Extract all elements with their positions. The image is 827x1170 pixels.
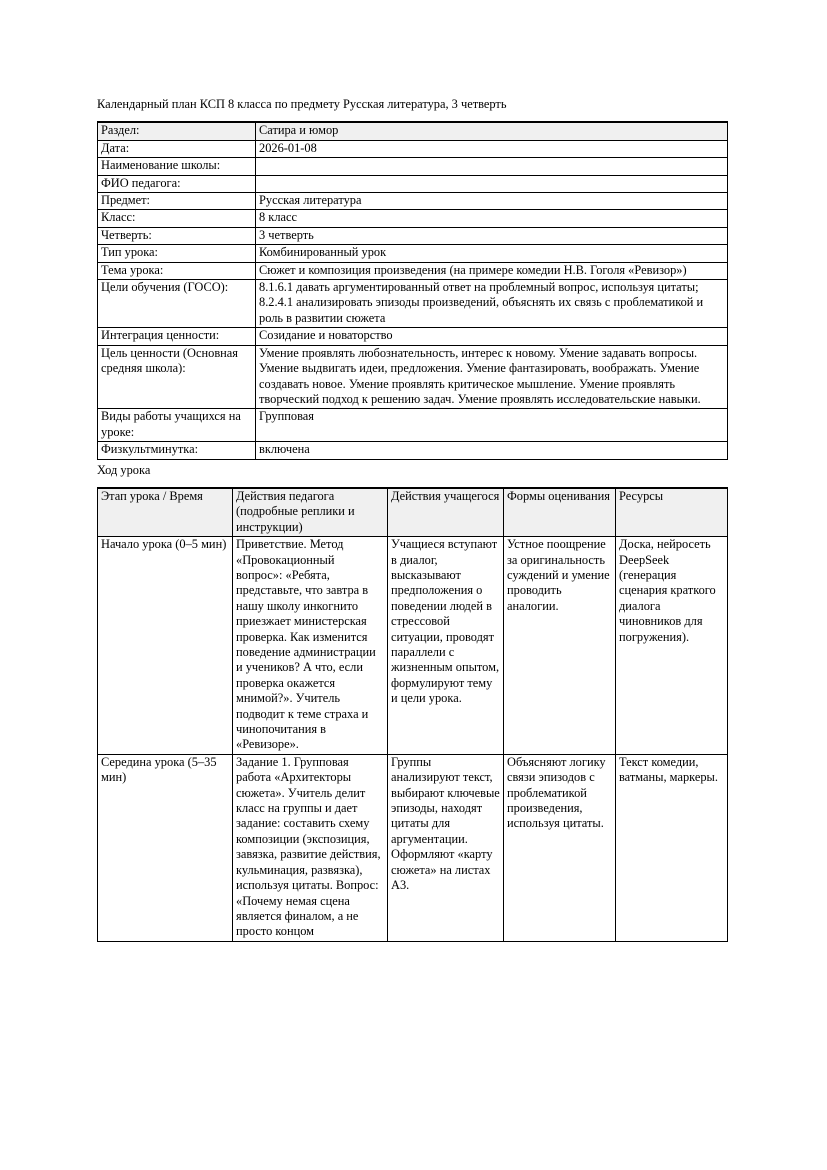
info-value-subject: Русская литература: [256, 193, 728, 210]
info-value-data: 2026-01-08: [256, 140, 728, 157]
info-value-goals: 8.1.6.1 давать аргументированный ответ на проблемный вопрос, используя цитаты; 8.2.4.1 анализировать эпизоды произведений, объяснять их связь с проблематикой и роль в развитии сюжета: [256, 280, 728, 328]
info-value-razdel: Сатира и юмор: [256, 122, 728, 140]
lesson-info-table: [97, 121, 728, 459]
info-label-lesson-topic: Тема урока:: [98, 262, 256, 279]
table-row: [98, 345, 728, 409]
col-header-stage-time: Этап урока / Время: [98, 488, 233, 537]
cell-resources-start: Доска, нейросеть DeepSeek (генерация сценария краткого диалога чиновников для погружения).: [616, 537, 728, 755]
info-value-school: [256, 158, 728, 175]
cell-teacher-actions-start: Приветствие. Метод «Провокационный вопрос»: «Ребята, представьте, что завтра в нашу школу инкогнито приезжает министерская проверка. Как изменится поведение администрации и учеников? А что, если проверка окажется мнимой?». Учитель подводит к теме страха и чинопочитания в «Ревизоре».: [233, 537, 388, 755]
col-header-assessment: Формы оценивания: [504, 488, 616, 537]
table-row: [98, 122, 728, 140]
document-title: Календарный план КСП 8 класса по предмету Русская литература, 3 четверть: [97, 97, 507, 111]
col-header-teacher-actions: Действия педагога (подробные реплики и инструкции): [233, 488, 388, 537]
cell-resources-middle: Текст комедии, ватманы, маркеры.: [616, 754, 728, 941]
table-row: [98, 409, 728, 442]
info-value-teacher-name: [256, 175, 728, 192]
info-value-values-integration: Созидание и новаторство: [256, 328, 728, 345]
info-label-subject: Предмет:: [98, 193, 256, 210]
cell-stage-start: Начало урока (0–5 мин): [98, 537, 233, 755]
table-row: [98, 227, 728, 244]
cell-stage-middle: Середина урока (5–35 мин): [98, 754, 233, 941]
table-row: [98, 140, 728, 157]
info-label-values-goal: Цель ценности (Основная средняя школа):: [98, 345, 256, 409]
info-value-phys-minute: включена: [256, 442, 728, 459]
table-row: [98, 262, 728, 279]
table-row: [98, 537, 728, 755]
info-label-work-types: Виды работы учащихся на уроке:: [98, 409, 256, 442]
table-header-row: [98, 488, 728, 537]
info-label-class: Класс:: [98, 210, 256, 227]
col-header-student-actions: Действия учащегося: [388, 488, 504, 537]
col-header-resources: Ресурсы: [616, 488, 728, 537]
info-label-values-integration: Интеграция ценности:: [98, 328, 256, 345]
table-row: [98, 245, 728, 262]
table-row: [98, 175, 728, 192]
info-value-class: 8 класс: [256, 210, 728, 227]
document-content: [97, 97, 727, 942]
table-row: [98, 158, 728, 175]
cell-student-actions-middle: Группы анализируют текст, выбирают ключевые эпизоды, находят цитаты для аргументации. Оформляют «карту сюжета» на листах А3.: [388, 754, 504, 941]
info-label-phys-minute: Физкультминутка:: [98, 442, 256, 459]
info-value-lesson-type: Комбинированный урок: [256, 245, 728, 262]
info-label-quarter: Четверть:: [98, 227, 256, 244]
table-row: [98, 280, 728, 328]
section-heading: Ход урока: [97, 462, 151, 477]
info-value-quarter: 3 четверть: [256, 227, 728, 244]
cell-student-actions-start: Учащиеся вступают в диалог, высказывают предположения о поведении людей в стрессовой ситуации, проводят параллели с жизненным опытом, формулируют тему и цели урока.: [388, 537, 504, 755]
info-value-values-goal: Умение проявлять любознательность, интерес к новому. Умение задавать вопросы. Умение выдвигать идеи, предложения. Умение фантазировать, воображать. Умение создавать новое. Умение проявлять критическое мышление. Умение проявлять творческий подход к решению задач. Умение проявлять исследовательские навыки.: [256, 345, 728, 409]
info-label-lesson-type: Тип урока:: [98, 245, 256, 262]
info-value-work-types: Групповая: [256, 409, 728, 442]
table-row: [98, 328, 728, 345]
info-value-lesson-topic: Сюжет и композиция произведения (на примере комедии Н.В. Гоголя «Ревизор»): [256, 262, 728, 279]
cell-assessment-start: Устное поощрение за оригинальность суждений и умение проводить аналогии.: [504, 537, 616, 755]
info-label-goals: Цели обучения (ГОСО):: [98, 280, 256, 328]
table-row: [98, 754, 728, 941]
info-label-razdel: Раздел:: [98, 122, 256, 140]
info-label-data: Дата:: [98, 140, 256, 157]
info-label-teacher-name: ФИО педагога:: [98, 175, 256, 192]
lesson-flow-table: [97, 487, 728, 942]
table-row: [98, 210, 728, 227]
cell-teacher-actions-middle: Задание 1. Групповая работа «Архитекторы сюжета». Учитель делит класс на группы и дает задание: составить схему композиции (экспозиция, завязка, развитие действия, кульминация, развязка), используя цитаты. Вопрос: «Почему немая сцена является финалом, а не просто концом: [233, 754, 388, 941]
table-row: [98, 193, 728, 210]
cell-assessment-middle: Объясняют логику связи эпизодов с проблематикой произведения, используя цитаты.: [504, 754, 616, 941]
info-label-school: Наименование школы:: [98, 158, 256, 175]
table-row: [98, 442, 728, 459]
